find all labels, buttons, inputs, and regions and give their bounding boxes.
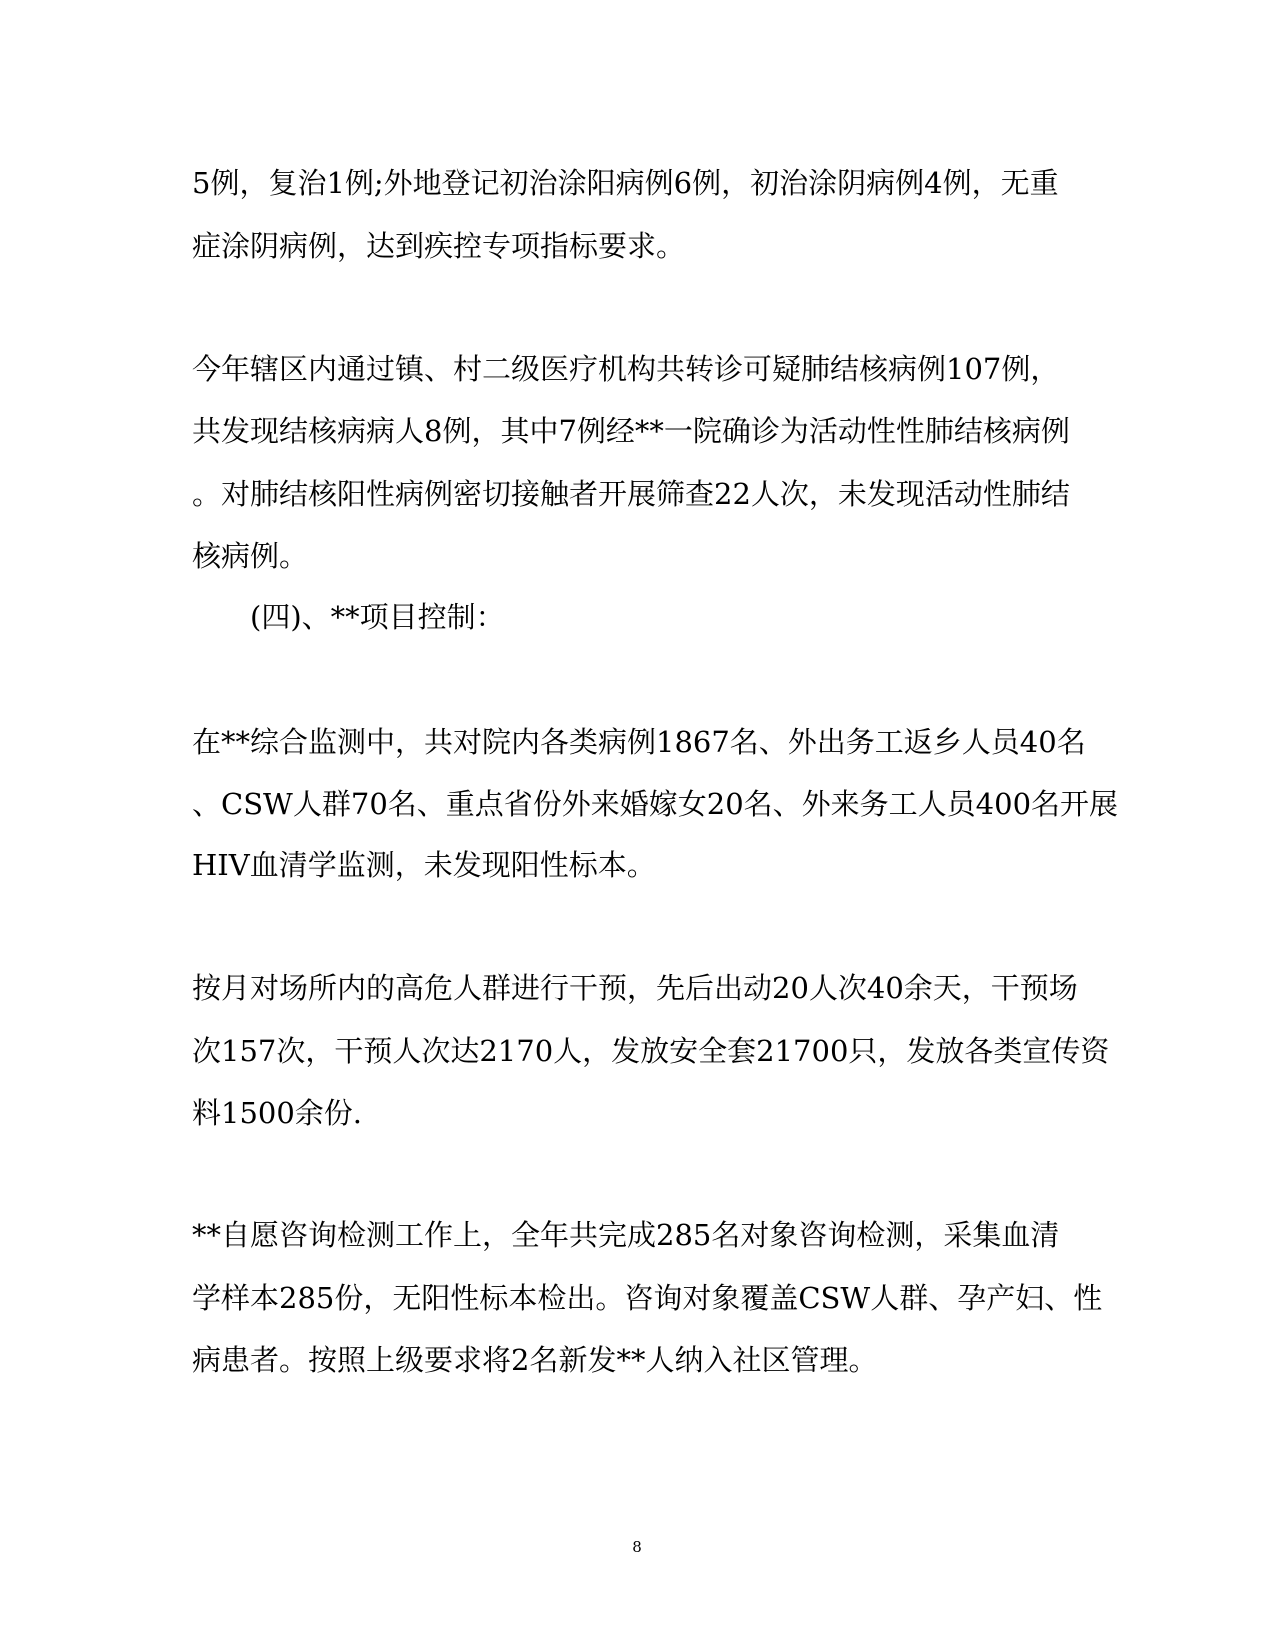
text-line: 、CSW人群70名、重点省份外来婚嫁女20名、外来务工人员400名开展 <box>192 787 1119 821</box>
text-line: 今年辖区内通过镇、村二级医疗机构共转诊可疑肺结核病例107例， <box>192 352 1060 386</box>
text-line: 按月对场所内的高危人群进行干预，先后出动20人次40余天，干预场 <box>192 971 1078 1005</box>
page-number: 8 <box>632 1538 642 1556</box>
text-line: 核病例。 <box>192 539 309 573</box>
text-line: **自愿咨询检测工作上，全年共完成285名对象咨询检测，采集血清 <box>192 1218 1060 1252</box>
text-line: 症涂阴病例，达到疾控专项指标要求。 <box>192 229 686 263</box>
text-line: 共发现结核病病人8例，其中7例经**一院确诊为活动性性肺结核病例 <box>192 414 1070 448</box>
text-line: 5例，复治1例;外地登记初治涂阳病例6例，初治涂阴病例4例，无重 <box>192 166 1059 200</box>
text-line: 在**综合监测中，共对院内各类病例1867名、外出务工返乡人员40名 <box>192 725 1086 759</box>
section-heading: (四)、**项目控制： <box>250 600 505 634</box>
text-line: 。对肺结核阳性病例密切接触者开展筛查22人次，未发现活动性肺结 <box>192 477 1070 511</box>
text-line: 次157次，干预人次达2170人，发放安全套21700只，发放各类宣传资 <box>192 1034 1110 1068</box>
text-line: 料1500余份. <box>192 1096 363 1130</box>
text-line: 学样本285份，无阳性标本检出。咨询对象覆盖CSW人群、孕产妇、性 <box>192 1281 1103 1315</box>
text-line: HIV血清学监测，未发现阳性标本。 <box>192 848 656 882</box>
text-line: 病患者。按照上级要求将2名新发**人纳入社区管理。 <box>192 1343 878 1377</box>
